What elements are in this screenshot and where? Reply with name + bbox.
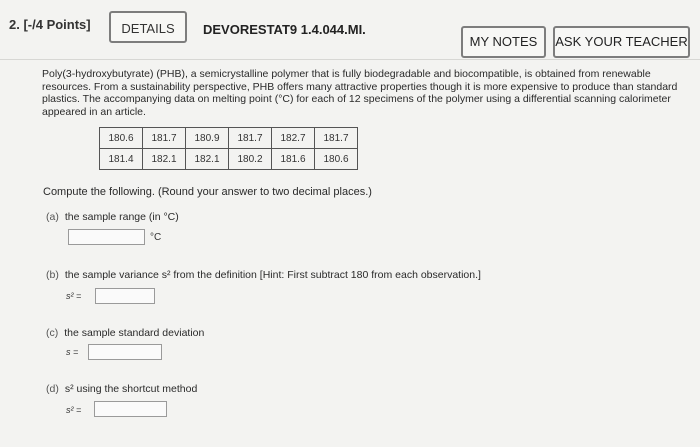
table-cell: 181.7: [143, 128, 186, 149]
std-dev-symbol: s =: [66, 347, 79, 357]
part-c-text: the sample standard deviation: [64, 327, 205, 339]
part-a-prompt: [46, 211, 179, 223]
part-c-label: (c): [46, 327, 59, 339]
table-cell: 180.6: [100, 128, 143, 149]
table-cell: 182.7: [272, 128, 315, 149]
part-b-label: (b): [46, 269, 59, 281]
part-d-prompt: [46, 383, 197, 395]
table-cell: 180.2: [229, 149, 272, 170]
instructions: Compute the following. (Round your answer to two decimal places.): [43, 186, 372, 198]
part-a-text: the sample range (in °C): [64, 211, 179, 223]
table-cell: 180.9: [186, 128, 229, 149]
ask-teacher-button[interactable]: ASK YOUR TEACHER: [553, 26, 690, 58]
details-button[interactable]: DETAILS: [109, 11, 187, 43]
table-row: [100, 128, 358, 149]
table-cell: 182.1: [186, 149, 229, 170]
sample-range-input[interactable]: [68, 229, 145, 245]
table-cell: 182.1: [143, 149, 186, 170]
part-a-label: (a): [46, 211, 59, 223]
shortcut-variance-symbol: s² =: [66, 405, 82, 415]
table-cell: 181.7: [229, 128, 272, 149]
problem-description: Poly(3-hydroxybutyrate) (PHB), a semicrystalline polymer that is fully biodegradable and biocompatible, is obtained from renewable resources. From a sustainability perspective, PHB offers many attractive properties though it is more expensive to produce than standard plastics. The accompanying data on melting point (°C) for each of 12 specimens of the polymer using a differential scanning calorimeter appeared in an article.: [42, 68, 678, 118]
table-cell: 181.7: [315, 128, 358, 149]
part-b-prompt: [46, 269, 481, 281]
variance-symbol: s² =: [66, 291, 82, 301]
unit-celsius: °C: [150, 232, 162, 243]
question-code: DEVORESTAT9 1.4.044.MI.: [203, 22, 366, 37]
my-notes-button[interactable]: MY NOTES: [461, 26, 546, 58]
table-cell: 181.4: [100, 149, 143, 170]
table-row: [100, 149, 358, 170]
variance-shortcut-input[interactable]: [94, 401, 167, 417]
std-dev-input[interactable]: [88, 344, 162, 360]
variance-definition-input[interactable]: [95, 288, 155, 304]
header-divider: [0, 59, 700, 60]
part-b-text: the sample variance s² from the definition [Hint: First subtract 180 from each observation.]: [64, 269, 481, 281]
part-d-label: (d): [46, 383, 59, 395]
part-c-prompt: [46, 327, 204, 339]
data-table: [99, 127, 358, 170]
table-cell: 181.6: [272, 149, 315, 170]
question-header: [0, 0, 700, 60]
question-number: 2. [-/4 Points]: [9, 17, 91, 32]
table-cell: 180.6: [315, 149, 358, 170]
part-d-text: s² using the shortcut method: [64, 383, 198, 395]
